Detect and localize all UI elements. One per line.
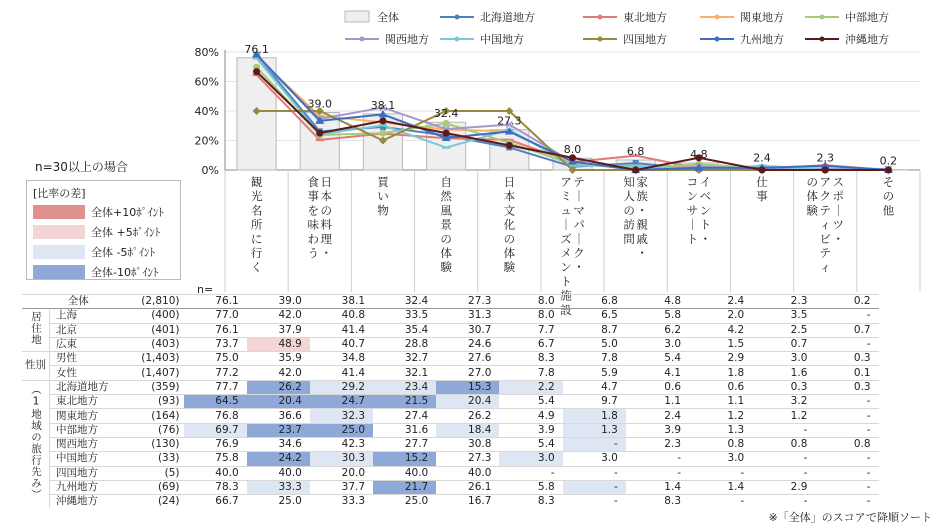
table-cell: 77.7 <box>184 380 247 394</box>
diff-legend <box>26 180 181 280</box>
legend-marker <box>715 15 720 20</box>
group-label <box>22 352 50 381</box>
table-cell: 24.7 <box>310 395 373 409</box>
table-cell: 5.0 <box>563 337 626 351</box>
diff-legend-item: 全体+10ﾎﾟｲﾝﾄ <box>33 203 174 221</box>
legend-label: 中部地方 <box>845 11 889 24</box>
table-cell: 6.2 <box>626 323 689 337</box>
table-cell: 1.1 <box>626 395 689 409</box>
row-n: (69) <box>132 480 184 494</box>
table-cell: 2.4 <box>689 295 752 309</box>
table-cell: 32.1 <box>373 366 436 380</box>
table-cell: 1.2 <box>689 409 752 423</box>
category-label: テ｜マパ｜ク・ <box>573 175 585 275</box>
legend-label: 関西地方 <box>385 33 429 46</box>
n-label: n= <box>197 283 214 296</box>
bar-data-label: 32.4 <box>433 107 459 121</box>
category-label: 観光名所に行く <box>250 175 263 275</box>
table-cell: 48.9 <box>247 337 310 351</box>
table-cell: 0.7 <box>815 323 878 337</box>
table-cell: 8.0 <box>499 295 562 309</box>
category-label: コンサ｜ト <box>686 175 699 246</box>
table-cell: 31.6 <box>373 423 436 437</box>
category-label: その他 <box>882 175 895 218</box>
table-cell: 8.3 <box>626 495 689 509</box>
y-tick-label: 80% <box>194 46 219 59</box>
table-cell: 39.0 <box>247 295 310 309</box>
row-n: (24) <box>132 495 184 509</box>
table-cell: 3.0 <box>499 452 562 466</box>
row-label: 女性 <box>50 366 132 380</box>
table-cell: 3.2 <box>752 395 815 409</box>
table-cell: 4.2 <box>689 323 752 337</box>
row-label: 北京 <box>50 323 132 337</box>
table-cell: 77.2 <box>184 366 247 380</box>
table-row <box>22 437 879 451</box>
table-cell: - <box>563 437 626 451</box>
diff-legend-item: 全体-10ﾎﾟｲﾝﾄ <box>33 263 174 281</box>
row-label: 関西地方 <box>50 437 132 451</box>
bar-data-label: 39.0 <box>307 97 333 111</box>
table-cell: 26.2 <box>436 409 499 423</box>
legend-label: 四国地方 <box>623 33 667 46</box>
table-cell: 24.6 <box>436 337 499 351</box>
table-cell: 76.1 <box>184 323 247 337</box>
table-cell: 2.3 <box>626 437 689 451</box>
table-cell: - <box>815 480 878 494</box>
table-cell: 24.2 <box>247 452 310 466</box>
table-cell: 38.1 <box>310 295 373 309</box>
legend-swatch <box>33 225 85 239</box>
legend-label: 北海道地方 <box>480 11 535 24</box>
table-cell: - <box>815 495 878 509</box>
table-cell: 40.0 <box>247 466 310 480</box>
table-cell: 5.8 <box>499 480 562 494</box>
table-cell: 7.8 <box>499 366 562 380</box>
table-cell: 15.2 <box>373 452 436 466</box>
row-n: (164) <box>132 409 184 423</box>
table-cell: 3.5 <box>752 309 815 323</box>
bar-data-label: 2.3 <box>816 151 834 165</box>
legend-label: 中国地方 <box>480 33 524 46</box>
bar-data-label: 27.3 <box>497 114 522 128</box>
table-cell: 40.7 <box>310 337 373 351</box>
subtitle: n=30以上の場合 <box>35 160 128 174</box>
table-cell: 26.1 <box>436 480 499 494</box>
series-point <box>443 130 450 137</box>
table-cell: 21.5 <box>373 395 436 409</box>
table-cell: 27.4 <box>373 409 436 423</box>
row-n: (1,407) <box>132 366 184 380</box>
table-cell: 27.3 <box>436 295 499 309</box>
table-cell: 9.7 <box>563 395 626 409</box>
table-cell: 66.7 <box>184 495 247 509</box>
table-cell: 40.0 <box>184 466 247 480</box>
table-cell: 8.3 <box>499 495 562 509</box>
legend-swatch <box>33 245 85 259</box>
table-cell: 25.0 <box>247 495 310 509</box>
table-cell: - <box>626 466 689 480</box>
series-point <box>759 167 766 174</box>
y-tick-label: 60% <box>194 75 219 89</box>
table-cell: 2.4 <box>626 409 689 423</box>
category-label: スポ｜ツ・ <box>832 175 844 246</box>
table-cell: 76.8 <box>184 409 247 423</box>
row-n: (1,403) <box>132 352 184 366</box>
table-cell: 0.7 <box>752 337 815 351</box>
category-label: 日本文化の体験 <box>503 175 516 275</box>
table-cell: 4.8 <box>626 295 689 309</box>
table-row <box>22 352 879 366</box>
table-cell: 40.0 <box>373 466 436 480</box>
group-label <box>22 380 50 508</box>
table-cell: 0.6 <box>689 380 752 394</box>
table-cell: - <box>815 337 878 351</box>
table-cell: 18.4 <box>436 423 499 437</box>
table-cell: 2.2 <box>499 380 562 394</box>
table-cell: 27.7 <box>373 437 436 451</box>
table-cell: 0.8 <box>815 437 878 451</box>
table-cell: - <box>815 466 878 480</box>
footnote: ※「全体」のスコアで降順ソート <box>768 511 932 524</box>
category-label: 買い物 <box>377 175 389 218</box>
bar-data-label: 2.4 <box>753 151 771 165</box>
table-cell: - <box>815 395 878 409</box>
table-cell: - <box>626 452 689 466</box>
category-label: 家族・親戚・ <box>636 175 648 260</box>
row-n: (359) <box>132 380 184 394</box>
bar-data-label: 8.0 <box>563 143 582 157</box>
table-cell: - <box>815 423 878 437</box>
table-cell: 5.4 <box>499 437 562 451</box>
row-label: 上海 <box>50 309 132 323</box>
row-label: 中部地方 <box>50 423 132 437</box>
legend-label: 全体 <box>377 11 399 24</box>
table-cell: 25.0 <box>310 423 373 437</box>
table-cell: 32.4 <box>373 295 436 309</box>
table-cell: 20.4 <box>436 395 499 409</box>
table-cell: 3.0 <box>689 452 752 466</box>
table-cell: 69.7 <box>184 423 247 437</box>
table-cell: 21.7 <box>373 480 436 494</box>
diff-legend-title: [比率の差] <box>33 187 86 200</box>
table-cell: 6.7 <box>499 337 562 351</box>
legend-marker <box>455 37 460 42</box>
row-n: (401) <box>132 323 184 337</box>
table-row <box>22 452 879 466</box>
table-cell: 76.9 <box>184 437 247 451</box>
y-tick-label: 0% <box>201 164 219 177</box>
table-row <box>22 337 879 351</box>
table-cell: 41.4 <box>310 366 373 380</box>
legend-label: 関東地方 <box>740 11 784 24</box>
legend-swatch <box>33 265 85 279</box>
legend-marker <box>820 15 825 20</box>
table-cell: 4.7 <box>563 380 626 394</box>
table-cell: 8.0 <box>499 309 562 323</box>
table-cell: 2.9 <box>752 480 815 494</box>
category-label: 食事を味わう <box>307 175 320 260</box>
table-cell: 3.9 <box>626 423 689 437</box>
table-cell: 1.3 <box>689 423 752 437</box>
diff-legend-item: 全体 +5ﾎﾟｲﾝﾄ <box>33 223 174 241</box>
legend-label: 東北地方 <box>623 11 667 24</box>
series-point <box>316 130 323 137</box>
row-label: 北海道地方 <box>50 380 132 394</box>
table-cell: 15.3 <box>436 380 499 394</box>
series-point <box>379 130 386 137</box>
table-cell: 5.8 <box>626 309 689 323</box>
table-cell: 23.7 <box>247 423 310 437</box>
table-cell: 8.3 <box>499 352 562 366</box>
group-label <box>22 309 50 352</box>
row-label: 四国地方 <box>50 466 132 480</box>
row-n: (400) <box>132 309 184 323</box>
table-cell: 2.0 <box>689 309 752 323</box>
table-cell: - <box>815 409 878 423</box>
table-cell: - <box>752 495 815 509</box>
table-cell: 5.4 <box>626 352 689 366</box>
table-row <box>22 423 879 437</box>
row-n: (76) <box>132 423 184 437</box>
bar-data-label: 0.2 <box>879 154 898 168</box>
table-cell: 2.5 <box>752 323 815 337</box>
row-label: 全体 <box>22 295 132 309</box>
table-cell: - <box>563 466 626 480</box>
table-cell: 77.0 <box>184 309 247 323</box>
category-label: 仕事 <box>756 175 768 204</box>
table-cell: 26.2 <box>247 380 310 394</box>
group-label-text: （1地域の旅行先み） <box>30 384 42 501</box>
table-cell: 4.9 <box>499 409 562 423</box>
group-label-text: 居住地 <box>30 310 42 346</box>
table-cell: 0.2 <box>815 295 878 309</box>
table-row <box>22 480 879 494</box>
row-n: (130) <box>132 437 184 451</box>
legend-marker <box>598 15 603 20</box>
table-cell: 40.0 <box>436 466 499 480</box>
table-row <box>22 466 879 480</box>
table-cell: 27.6 <box>436 352 499 366</box>
table-cell: 29.2 <box>310 380 373 394</box>
category-label: の体験 <box>806 175 818 218</box>
table-cell: 1.3 <box>563 423 626 437</box>
legend-marker <box>715 37 720 42</box>
table-cell: 33.5 <box>373 309 436 323</box>
category-label: 知人の訪問 <box>623 175 635 246</box>
table-cell: 20.4 <box>247 395 310 409</box>
table-cell: - <box>752 423 815 437</box>
table-cell: - <box>815 452 878 466</box>
table-cell: 32.7 <box>373 352 436 366</box>
table-cell: 25.0 <box>373 495 436 509</box>
table-row <box>22 395 879 409</box>
table-cell: 0.6 <box>626 380 689 394</box>
table-cell: 1.1 <box>689 395 752 409</box>
table-cell: 23.4 <box>373 380 436 394</box>
table-cell: 34.6 <box>247 437 310 451</box>
category-label: 日本の料理・ <box>320 175 333 260</box>
table-cell: 0.8 <box>689 437 752 451</box>
table-cell: 35.9 <box>247 352 310 366</box>
diff-legend-item: 全体 -5ﾎﾟｲﾝﾄ <box>33 243 174 261</box>
table-row <box>22 323 879 337</box>
legend-label: 九州地方 <box>740 33 784 46</box>
table-cell: 27.3 <box>436 452 499 466</box>
table-cell: 3.0 <box>752 352 815 366</box>
table-cell: 30.8 <box>436 437 499 451</box>
table-cell: 32.3 <box>310 409 373 423</box>
table-cell: 42.0 <box>247 366 310 380</box>
category-label: アミュ｜ズメント施設 <box>560 175 572 317</box>
bar-data-label: 6.8 <box>626 144 645 158</box>
table-cell: 34.8 <box>310 352 373 366</box>
table-row <box>22 380 879 394</box>
table-cell: 37.7 <box>310 480 373 494</box>
table-cell: - <box>689 495 752 509</box>
table-cell: 8.7 <box>563 323 626 337</box>
table-cell: 4.1 <box>626 366 689 380</box>
bar-data-label: 76.1 <box>244 42 269 56</box>
table-cell: 73.7 <box>184 337 247 351</box>
table-cell: - <box>499 466 562 480</box>
table-cell: 20.0 <box>310 466 373 480</box>
table-cell: 1.5 <box>689 337 752 351</box>
table-cell: 0.8 <box>752 437 815 451</box>
table-row <box>22 309 879 323</box>
table-cell: - <box>752 452 815 466</box>
table-cell: 5.9 <box>563 366 626 380</box>
table-cell: 3.9 <box>499 423 562 437</box>
row-n: (5) <box>132 466 184 480</box>
table-cell: 0.3 <box>815 352 878 366</box>
table-cell: 64.5 <box>184 395 247 409</box>
row-label: 沖縄地方 <box>50 495 132 509</box>
table-cell: 35.4 <box>373 323 436 337</box>
category-label: アクティビティ <box>819 175 831 275</box>
table-row <box>22 366 879 380</box>
table-cell: 0.3 <box>815 380 878 394</box>
table-cell: 31.3 <box>436 309 499 323</box>
table-cell: 1.8 <box>563 409 626 423</box>
table-cell: 1.4 <box>626 480 689 494</box>
table-cell: - <box>563 495 626 509</box>
table-cell: - <box>752 466 815 480</box>
table-cell: 41.4 <box>310 323 373 337</box>
legend-marker <box>598 37 603 42</box>
table-cell: 2.3 <box>752 295 815 309</box>
table-cell: 1.6 <box>752 366 815 380</box>
legend-swatch <box>33 205 85 219</box>
table-cell: 76.1 <box>184 295 247 309</box>
table-cell: 78.3 <box>184 480 247 494</box>
table-cell: - <box>689 466 752 480</box>
row-label: 中国地方 <box>50 452 132 466</box>
group-label-text: 性別 <box>25 359 46 372</box>
table-cell: 36.6 <box>247 409 310 423</box>
table-cell: 42.0 <box>247 309 310 323</box>
row-label: 広東 <box>50 337 132 351</box>
bar-data-label: 38.1 <box>370 98 396 112</box>
table-cell: 6.8 <box>563 295 626 309</box>
legend-label: 沖縄地方 <box>845 33 889 46</box>
row-n: (2,810) <box>132 295 184 309</box>
table-cell: 42.3 <box>310 437 373 451</box>
table-cell: 33.3 <box>247 480 310 494</box>
table-cell: 7.7 <box>499 323 562 337</box>
row-label: 関東地方 <box>50 409 132 423</box>
table-cell: 30.3 <box>310 452 373 466</box>
table-row-total <box>22 295 879 309</box>
table-cell: 1.4 <box>689 480 752 494</box>
bar-data-label: 4.8 <box>690 147 708 161</box>
table-cell: 30.7 <box>436 323 499 337</box>
table-cell: 2.9 <box>689 352 752 366</box>
table-cell: 1.2 <box>752 409 815 423</box>
table-row <box>22 409 879 423</box>
data-table <box>22 294 879 508</box>
row-n: (93) <box>132 395 184 409</box>
table-cell: 27.0 <box>436 366 499 380</box>
table-cell: - <box>815 309 878 323</box>
series-point <box>506 142 513 149</box>
row-label: 男性 <box>50 352 132 366</box>
legend-marker <box>360 37 365 42</box>
table-cell: 7.8 <box>563 352 626 366</box>
table-cell: 0.1 <box>815 366 878 380</box>
table-cell: 5.4 <box>499 395 562 409</box>
table-row <box>22 495 879 509</box>
legend-marker <box>455 15 460 20</box>
table-cell: 28.8 <box>373 337 436 351</box>
table-cell: 37.9 <box>247 323 310 337</box>
legend-swatch-total <box>345 11 369 22</box>
row-n: (33) <box>132 452 184 466</box>
row-n: (403) <box>132 337 184 351</box>
y-tick-label: 20% <box>194 134 219 148</box>
table-cell: 40.8 <box>310 309 373 323</box>
series-point <box>253 68 260 75</box>
table-cell: 0.3 <box>752 380 815 394</box>
table-cell: 33.3 <box>310 495 373 509</box>
category-label: イベント・ <box>699 175 712 246</box>
table-cell: 16.7 <box>436 495 499 509</box>
category-label: 自然風景の体験 <box>440 175 452 275</box>
table-cell: 1.8 <box>689 366 752 380</box>
legend-marker <box>820 37 825 42</box>
table-cell: 75.0 <box>184 352 247 366</box>
table-cell: 6.5 <box>563 309 626 323</box>
table-cell: 75.8 <box>184 452 247 466</box>
row-label: 九州地方 <box>50 480 132 494</box>
series-point <box>379 117 386 124</box>
row-label: 東北地方 <box>50 395 132 409</box>
series-point <box>632 167 639 174</box>
series-point <box>822 167 829 174</box>
table-cell: 3.0 <box>626 337 689 351</box>
table-cell: 3.0 <box>563 452 626 466</box>
y-tick-label: 40% <box>194 105 219 118</box>
table-cell: - <box>563 480 626 494</box>
